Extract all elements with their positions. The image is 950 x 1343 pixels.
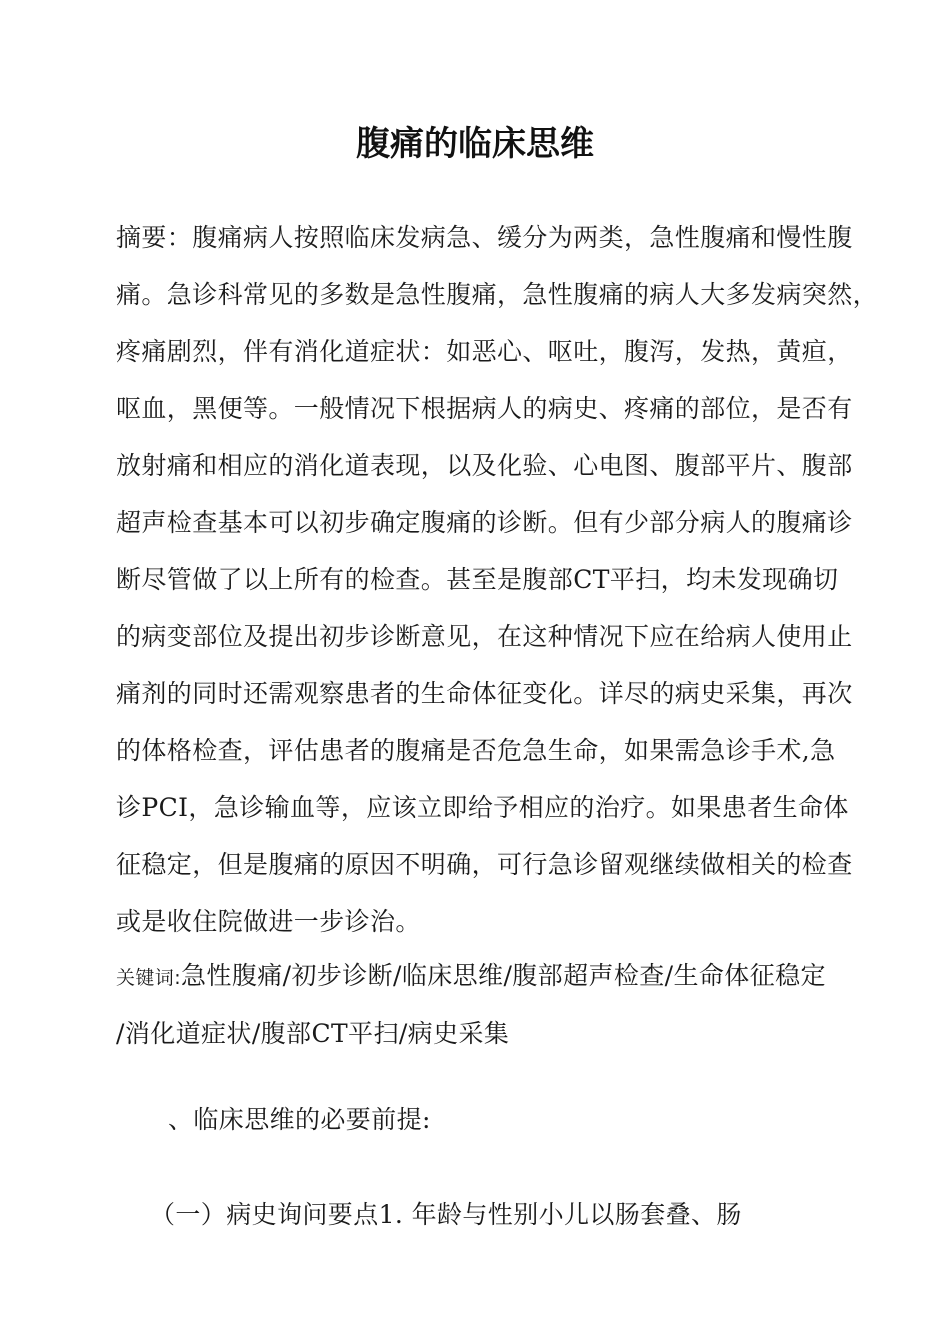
abstract-line: 痛。急诊科常见的多数是急性腹痛，急性腹痛的病人大多发病突然， [116,280,879,309]
keywords-line: /消化道症状/腹部CT平扫/病史采集 [116,1019,510,1048]
abstract-line: 断尽管做了以上所有的检查。甚至是腹部CT平扫，均未发现确切 [116,565,839,594]
abstract-line: 痛剂的同时还需观察患者的生命体征变化。详尽的病史采集，再次 [116,679,853,708]
section-heading: 、临床思维的必要前提: [168,1105,431,1134]
abstract-line: 呕血，黑便等。一般情况下根据病人的病史、疼痛的部位，是否有 [116,394,853,423]
abstract-line: 的体格检查，评估患者的腹痛是否危急生命，如果需急诊手术,急 [116,736,836,765]
abstract-line: 摘要：腹痛病人按照临床发病急、缓分为两类，急性腹痛和慢性腹 [116,223,853,252]
abstract-line: 征稳定，但是腹痛的原因不明确，可行急诊留观继续做相关的检查 [116,850,853,879]
keywords-text: 急性腹痛/初步诊断/临床思维/腹部超声检查/生命体征稳定 [181,961,826,990]
keywords-line [116,956,876,998]
abstract-line: 诊PCI，急诊输血等，应该立即给予相应的治疗。如果患者生命体 [116,793,849,822]
subsection-heading: （一）病史询问要点1. 年龄与性别小儿以肠套叠、肠 [150,1200,742,1229]
abstract-line: 的病变部位及提出初步诊断意见，在这种情况下应在给病人使用止 [116,622,853,651]
keywords-label: 关键词: [116,967,182,989]
abstract-line: 或是收住院做进一步诊治。 [116,907,421,936]
abstract-line: 超声检查基本可以初步确定腹痛的诊断。但有少部分病人的腹痛诊 [116,508,853,537]
abstract-line: 疼痛剧烈，伴有消化道症状：如恶心、呕吐，腹泻，发热，黄疸， [116,337,853,366]
abstract-line: 放射痛和相应的消化道表现，以及化验、心电图、腹部平片、腹部 [116,451,853,480]
page-title: 腹痛的临床思维 [356,124,594,164]
